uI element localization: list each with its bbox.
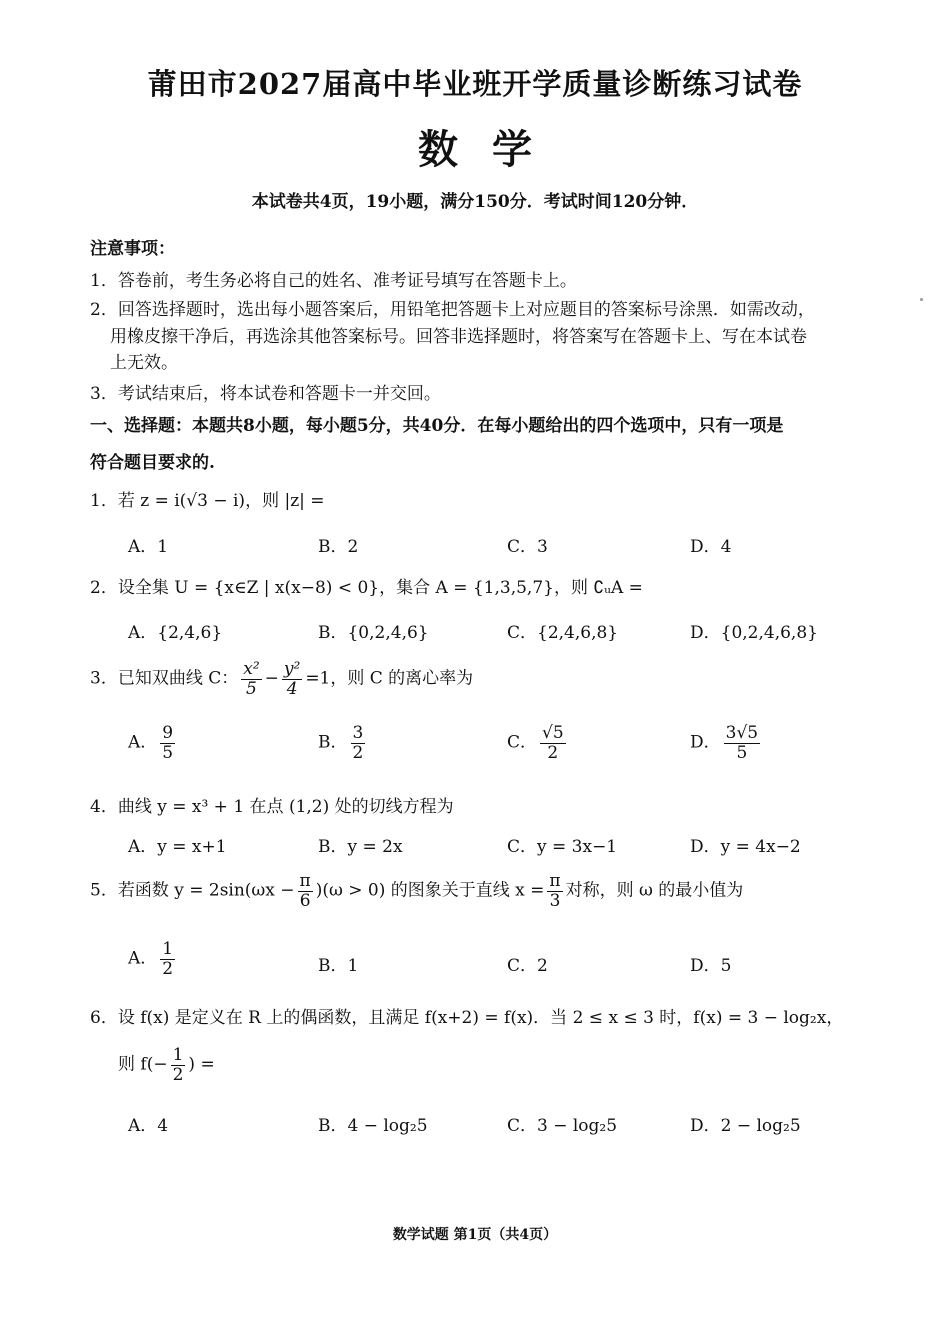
question-3-fraction-y <box>282 660 302 698</box>
option-label: A． <box>128 732 158 753</box>
question-6-fraction-one-half <box>171 1046 186 1084</box>
question-6-stem2-prefix: 则 f(− <box>118 1054 168 1075</box>
notes-heading: 注意事项： <box>90 239 175 259</box>
fraction-denominator: 5 <box>246 678 257 699</box>
fraction-numerator: 3 <box>352 723 364 743</box>
fraction-numerator: 1 <box>172 1045 184 1065</box>
question-6-option-b: B．4 − log₂5 <box>318 1116 428 1136</box>
note-2-line-3: 上无效。 <box>110 353 178 373</box>
question-2-option-d: D．{0,2,4,6,8} <box>690 623 818 643</box>
fraction-numerator: y² <box>283 659 301 679</box>
question-3-option-a <box>128 724 178 762</box>
fraction-numerator: 9 <box>162 723 174 743</box>
question-1-stem: 1．若 z = i(√3 − i)，则 |z| = <box>90 491 325 511</box>
fraction-numerator: √5 <box>542 723 564 743</box>
question-3-stem <box>90 660 473 698</box>
question-5-fraction-pi-6 <box>298 872 313 910</box>
note-2-line-1: 2．回答选择题时，选出每小题答案后，用铅笔把答题卡上对应题目的答案标号涂黑．如需改动， <box>90 300 815 320</box>
question-5-option-a <box>128 940 178 978</box>
fraction-denominator: 5 <box>162 742 174 763</box>
fraction-numerator: π <box>549 871 561 891</box>
question-4-stem: 4．曲线 y = x³ + 1 在点 (1,2) 处的切线方程为 <box>90 797 454 817</box>
question-3-option-d <box>690 724 763 762</box>
question-1-option-b: B．2 <box>318 537 359 557</box>
question-5-stem-prefix: 5．若函数 y = 2sin(ωx − <box>90 880 295 901</box>
question-2-option-a: A．{2,4,6} <box>128 623 223 643</box>
option-fraction <box>160 724 175 762</box>
fraction-denominator: 3 <box>549 890 561 911</box>
option-label: B． <box>318 732 348 753</box>
fraction-denominator: 6 <box>299 890 311 911</box>
note-1: 1．答卷前，考生务必将自己的姓名、准考证号填写在答题卡上。 <box>90 271 577 291</box>
question-1-option-d: D．4 <box>690 537 732 557</box>
option-fraction <box>351 724 366 762</box>
question-5-fraction-pi-3 <box>547 872 562 910</box>
question-5-option-c: C．2 <box>507 956 548 976</box>
page-footer: 数学试题 第1页（共4页） <box>392 1227 558 1243</box>
note-2-line-2: 用橡皮擦干净后，再选涂其他答案标号。回答非选择题时，将答案写在答题卡上、写在本试卷 <box>110 327 807 347</box>
fraction-denominator: 2 <box>547 742 559 763</box>
exam-title: 莆田市2027届高中毕业班开学质量诊断练习试卷 <box>147 67 803 101</box>
fraction-numerator: π <box>299 871 311 891</box>
exam-info: 本试卷共4页，19小题，满分150分．考试时间120分钟． <box>251 192 699 212</box>
fraction-denominator: 5 <box>736 742 748 763</box>
question-4-option-b: B．y = 2x <box>318 837 403 857</box>
question-4-option-d: D．y = 4x−2 <box>690 837 801 857</box>
option-label: C． <box>507 732 538 753</box>
section-1-instructions-line-2: 符合题目要求的. <box>90 453 215 473</box>
option-label: A． <box>128 948 158 969</box>
question-3-option-b <box>318 724 368 762</box>
fraction-numerator: 3√5 <box>725 723 759 743</box>
subject-title: 数学 <box>418 126 566 173</box>
question-3-fraction-x <box>241 660 261 698</box>
option-label: D． <box>690 732 721 753</box>
question-6-option-d: D．2 − log₂5 <box>690 1116 801 1136</box>
question-5-option-d: D．5 <box>690 956 732 976</box>
question-2-stem: 2．设全集 U = {x∈Z | x(x−8) < 0}，集合 A = {1,3,5,7}，则 ∁ᵤA = <box>90 578 643 598</box>
question-2-option-b: B．{0,2,4,6} <box>318 623 429 643</box>
fraction-denominator: 2 <box>172 1064 184 1085</box>
question-1-option-c: C．3 <box>507 537 548 557</box>
question-3-minus: − <box>264 668 279 689</box>
note-3: 3．考试结束后，将本试卷和答题卡一并交回。 <box>90 384 441 404</box>
option-fraction <box>540 724 566 762</box>
fraction-denominator: 2 <box>162 958 174 979</box>
scan-speck <box>920 298 923 301</box>
question-6-option-c: C．3 − log₂5 <box>507 1116 618 1136</box>
question-6-stem-line-2 <box>118 1046 215 1084</box>
section-1-instructions-line-1: 一、选择题：本题共8小题，每小题5分，共40分．在每小题给出的四个选项中，只有一项是 <box>90 416 784 436</box>
question-2-option-c: C．{2,4,6,8} <box>507 623 619 643</box>
question-3-stem-suffix: =1，则 C 的离心率为 <box>305 668 474 689</box>
fraction-numerator: 1 <box>162 939 174 959</box>
question-5-stem <box>90 872 743 910</box>
question-1-option-a: A．1 <box>128 537 169 557</box>
question-6-stem: 6．设 f(x) 是定义在 R 上的偶函数，且满足 f(x+2) = f(x)．当 2 ≤ x ≤ 3 时，f(x) = 3 − log₂x， <box>90 1008 844 1028</box>
option-fraction <box>724 724 760 762</box>
fraction-denominator: 2 <box>352 742 364 763</box>
question-4-option-a: A．y = x+1 <box>128 837 227 857</box>
question-4-option-c: C．y = 3x−1 <box>507 837 618 857</box>
fraction-denominator: 4 <box>286 678 298 699</box>
question-5-option-b: B．1 <box>318 956 359 976</box>
question-3-stem-prefix: 3．已知双曲线 C： <box>90 668 239 689</box>
question-5-stem-suffix: 对称，则 ω 的最小值为 <box>565 880 744 901</box>
fraction-numerator: x² <box>243 659 260 679</box>
question-6-option-a: A．4 <box>128 1116 169 1136</box>
option-fraction <box>160 940 175 978</box>
question-3-option-c <box>507 724 569 762</box>
question-5-stem-middle: )(ω > 0) 的图象关于直线 x = <box>315 880 545 901</box>
question-6-stem2-suffix: ) = <box>188 1054 215 1075</box>
